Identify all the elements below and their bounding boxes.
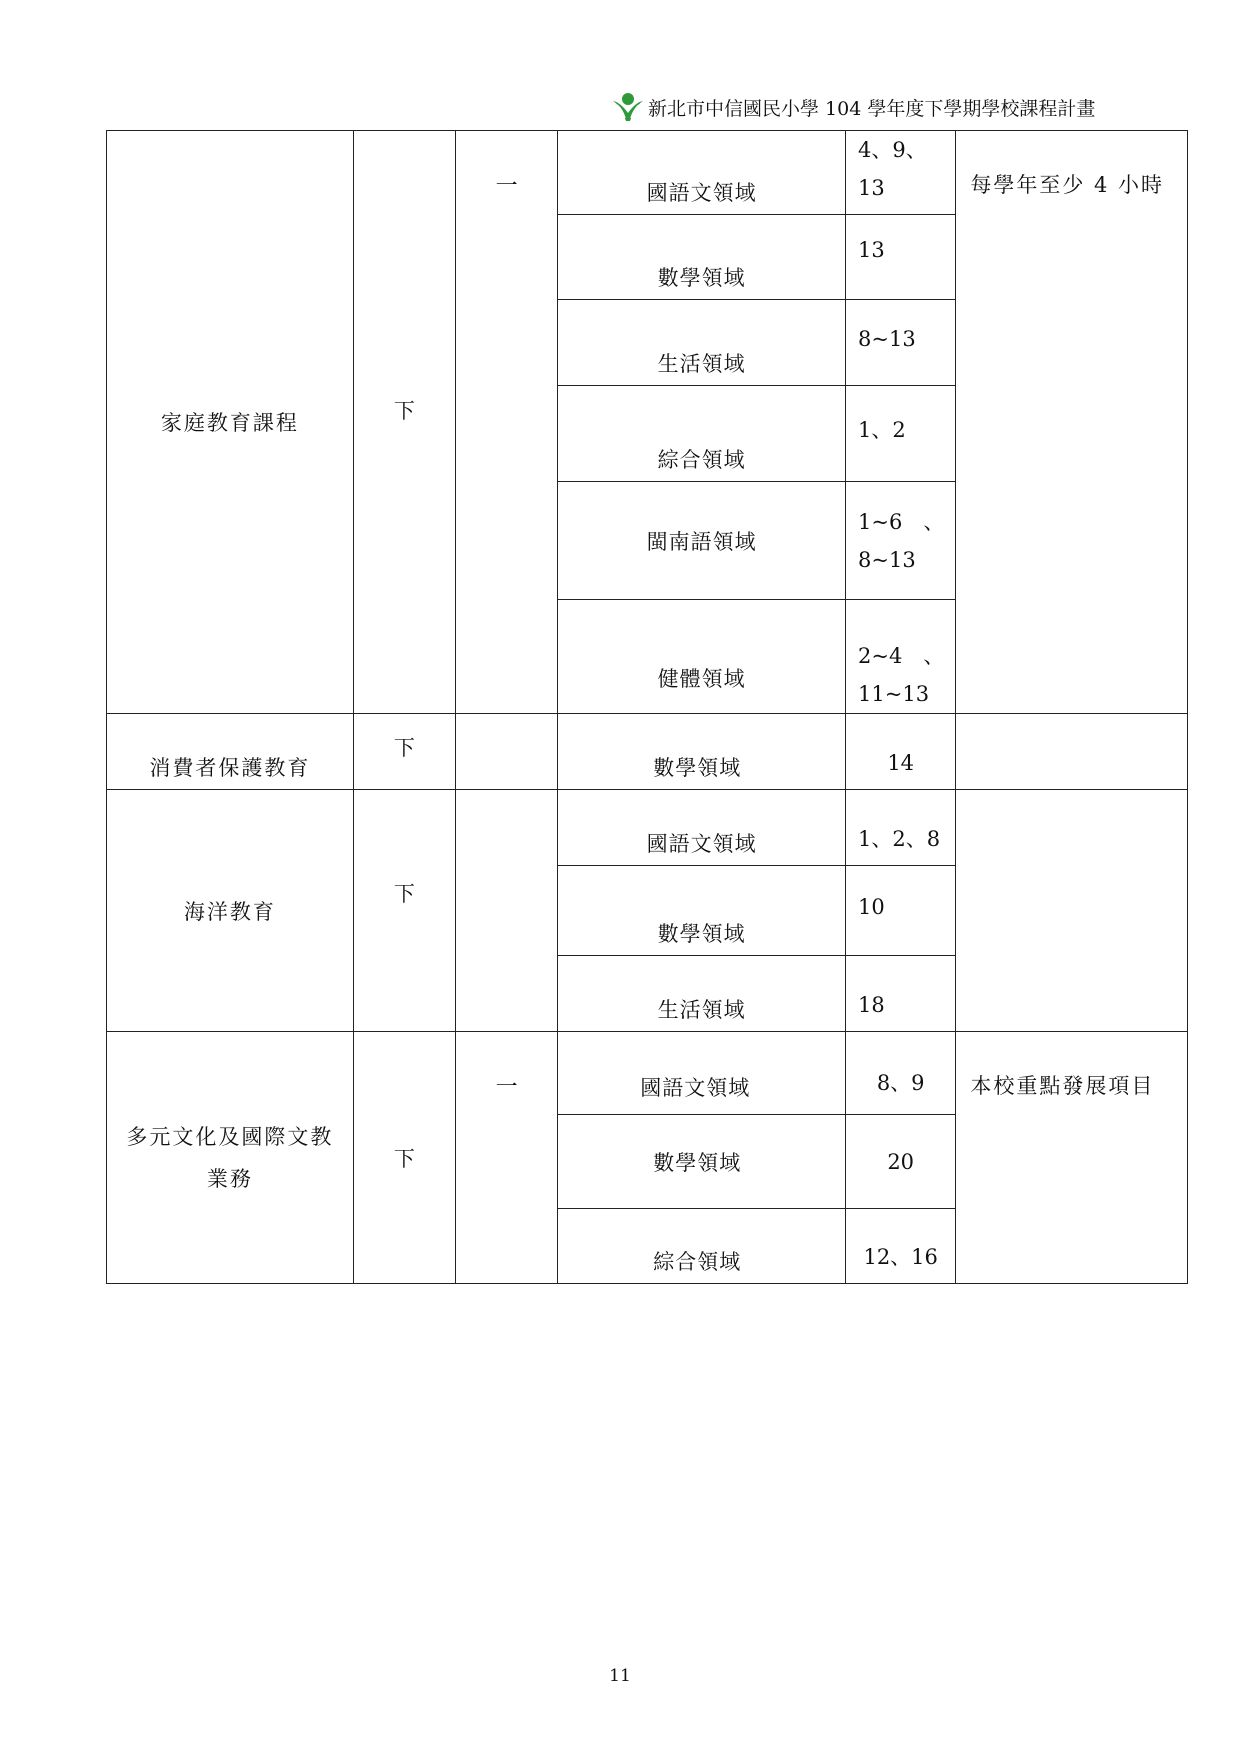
unit-cell	[846, 714, 956, 790]
unit-label: 13	[858, 238, 885, 262]
topic-label: 消費者保護教育	[149, 756, 311, 780]
semester-cell	[353, 131, 455, 714]
unit-cell	[846, 131, 956, 215]
unit-label: 1、2、8	[858, 827, 941, 851]
unit-label: 1~6 、8~13	[858, 509, 945, 572]
area-cell	[558, 866, 846, 956]
grade-cell	[455, 131, 557, 714]
area-cell	[558, 956, 846, 1032]
note-cell	[956, 790, 1188, 1032]
topic-label: 家庭教育課程	[160, 411, 299, 435]
area-cell	[558, 482, 846, 600]
area-cell	[558, 386, 846, 482]
unit-label: 1、2	[858, 418, 906, 442]
unit-cell	[846, 600, 956, 714]
table-row	[107, 790, 1188, 866]
grade-cell	[455, 1032, 557, 1284]
grade-cell	[455, 790, 557, 1032]
unit-label: 10	[858, 895, 885, 919]
semester-label: 下	[393, 881, 415, 906]
grade-cell	[455, 714, 557, 790]
topic-label: 多元文化及國際文教業務	[126, 1124, 334, 1191]
area-label: 生活領域	[657, 998, 746, 1022]
note-cell	[956, 131, 1188, 714]
area-cell	[558, 131, 846, 215]
note-label: 本校重點發展項目	[970, 1074, 1155, 1098]
area-label: 綜合領域	[653, 1250, 742, 1274]
area-label: 數學領域	[657, 922, 746, 946]
unit-label: 2~4 、11~13	[858, 644, 945, 706]
note-cell	[956, 1032, 1188, 1284]
area-label: 閩南語領域	[646, 529, 757, 554]
grade-label: 一	[495, 174, 518, 199]
topic-label: 海洋教育	[183, 899, 276, 924]
unit-label: 14	[887, 751, 915, 775]
area-label: 數學領域	[653, 1150, 742, 1175]
area-cell	[558, 300, 846, 386]
semester-label: 下	[393, 1146, 415, 1171]
unit-cell	[846, 300, 956, 386]
area-label: 數學領域	[657, 266, 746, 290]
unit-cell	[846, 956, 956, 1032]
area-cell	[558, 1115, 846, 1209]
header-title: 新北市中信國民小學 104 學年度下學期學校課程計畫	[648, 97, 1096, 120]
area-label: 國語文領域	[646, 181, 757, 205]
school-logo-icon	[610, 91, 646, 123]
area-label: 綜合領域	[657, 448, 746, 472]
table-row	[107, 714, 1188, 790]
unit-label: 4、9、13	[858, 138, 927, 200]
topic-cell	[107, 131, 354, 714]
area-label: 國語文領域	[640, 1076, 751, 1100]
table-row	[107, 1032, 1188, 1115]
area-cell	[558, 790, 846, 866]
grade-label: 一	[495, 1075, 518, 1100]
semester-label: 下	[393, 736, 415, 760]
topic-cell	[107, 790, 354, 1032]
semester-cell	[353, 790, 455, 1032]
page-number: 11	[609, 1666, 631, 1686]
area-label: 數學領域	[653, 756, 742, 780]
unit-cell	[846, 790, 956, 866]
unit-label: 8~13	[858, 327, 916, 351]
area-label: 健體領域	[657, 667, 746, 691]
topic-cell	[107, 714, 354, 790]
semester-label: 下	[393, 399, 415, 423]
curriculum-table	[106, 130, 1188, 1284]
unit-cell	[846, 1032, 956, 1115]
area-cell	[558, 1032, 846, 1115]
unit-label: 18	[858, 993, 885, 1017]
area-cell	[558, 215, 846, 300]
area-label: 生活領域	[657, 352, 746, 376]
page-header	[610, 91, 1095, 123]
area-cell	[558, 600, 846, 714]
unit-cell	[846, 1115, 956, 1209]
unit-cell	[846, 386, 956, 482]
unit-cell	[846, 866, 956, 956]
area-cell	[558, 714, 846, 790]
note-cell	[956, 714, 1188, 790]
area-label: 國語文領域	[646, 832, 757, 856]
unit-label: 8、9	[876, 1071, 925, 1095]
area-cell	[558, 1209, 846, 1284]
semester-cell	[353, 1032, 455, 1284]
unit-cell	[846, 1209, 956, 1284]
table-row	[107, 131, 1188, 215]
unit-cell	[846, 215, 956, 300]
unit-cell	[846, 482, 956, 600]
unit-label: 12、16	[863, 1245, 938, 1269]
unit-label: 20	[887, 1149, 915, 1174]
topic-cell	[107, 1032, 354, 1284]
semester-cell	[353, 714, 455, 790]
note-label: 每學年至少 4 小時	[970, 173, 1165, 197]
